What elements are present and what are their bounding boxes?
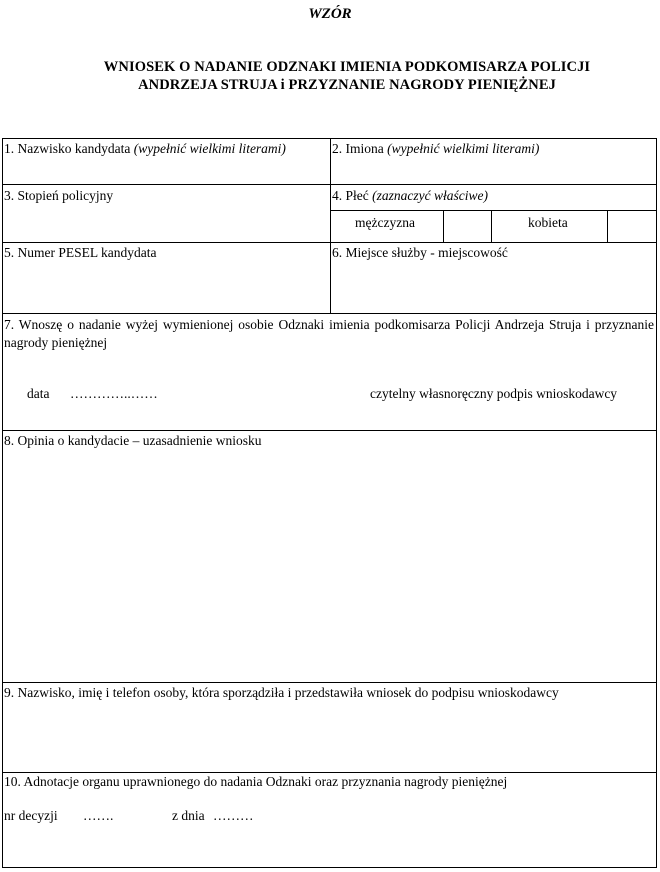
field-first-names [332, 141, 539, 157]
form-title-line-1: WNIOSEK O NADANIE ODZNAKI IMIENIA PODKOMISARZA POLICJI [103, 59, 591, 75]
field-rank: 3. Stopień policyjny [4, 188, 114, 203]
gender-option-female: kobieta [528, 215, 568, 230]
template-heading: WZÓR [308, 6, 352, 22]
field-gender-hint: (zaznaczyć właściwe) [372, 188, 488, 203]
field-opinion: 8. Opinia o kandydacie – uzasadnienie wniosku [4, 433, 262, 448]
application-date-label: data [27, 386, 50, 401]
field-surname [4, 141, 286, 157]
field-surname-label: 1. Nazwisko kandydata [4, 141, 134, 156]
column-divider [443, 210, 444, 242]
decision-date-label: z dnia [172, 808, 205, 823]
field-gender-label: 4. Płeć [332, 188, 373, 203]
field-gender [332, 188, 488, 204]
decision-date-dots: ……… [213, 808, 254, 823]
field-annotations: 10. Adnotacje organu uprawnionego do nadania Odznaki oraz przyznania nagrody pieniężnej [4, 774, 508, 789]
field-first-names-hint: (wypełnić wielkimi literami) [387, 141, 540, 156]
row-divider [2, 313, 657, 314]
row-divider [2, 430, 657, 431]
form-title-line-2: ANDRZEJA STRUJA i PRZYZNANIE NAGRODY PIENIĘŻNEJ [138, 77, 556, 93]
field-application-statement: 7. Wnoszę o nadanie wyżej wymienionej osobie Odznaki imienia podkomisarza Policji Andrzeja Struja i przyznanie nagrody pieniężnej [4, 317, 654, 350]
field-pesel: 5. Numer PESEL kandydata [4, 245, 157, 260]
application-date-dots: …………..…… [70, 386, 158, 401]
row-divider [2, 682, 657, 683]
field-preparer: 9. Nazwisko, imię i telefon osoby, która sporządziła i przedstawiła wniosek do podpisu wnioskodawcy [4, 685, 559, 700]
decision-number-dots: ……. [83, 808, 114, 823]
form-title [0, 58, 660, 94]
column-divider [330, 138, 331, 313]
column-divider [607, 210, 608, 242]
field-first-names-label: 2. Imiona [332, 141, 388, 156]
applicant-signature-label: czytelny własnoręczny podpis wnioskodawcy [370, 386, 618, 401]
row-divider [2, 772, 657, 773]
field-surname-hint: (wypełnić wielkimi literami) [133, 141, 286, 156]
gender-option-male: mężczyzna [355, 215, 415, 230]
field-service-place: 6. Miejsce służby - miejscowość [332, 245, 508, 260]
decision-number-label: nr decyzji [4, 808, 58, 823]
column-divider [491, 210, 492, 242]
